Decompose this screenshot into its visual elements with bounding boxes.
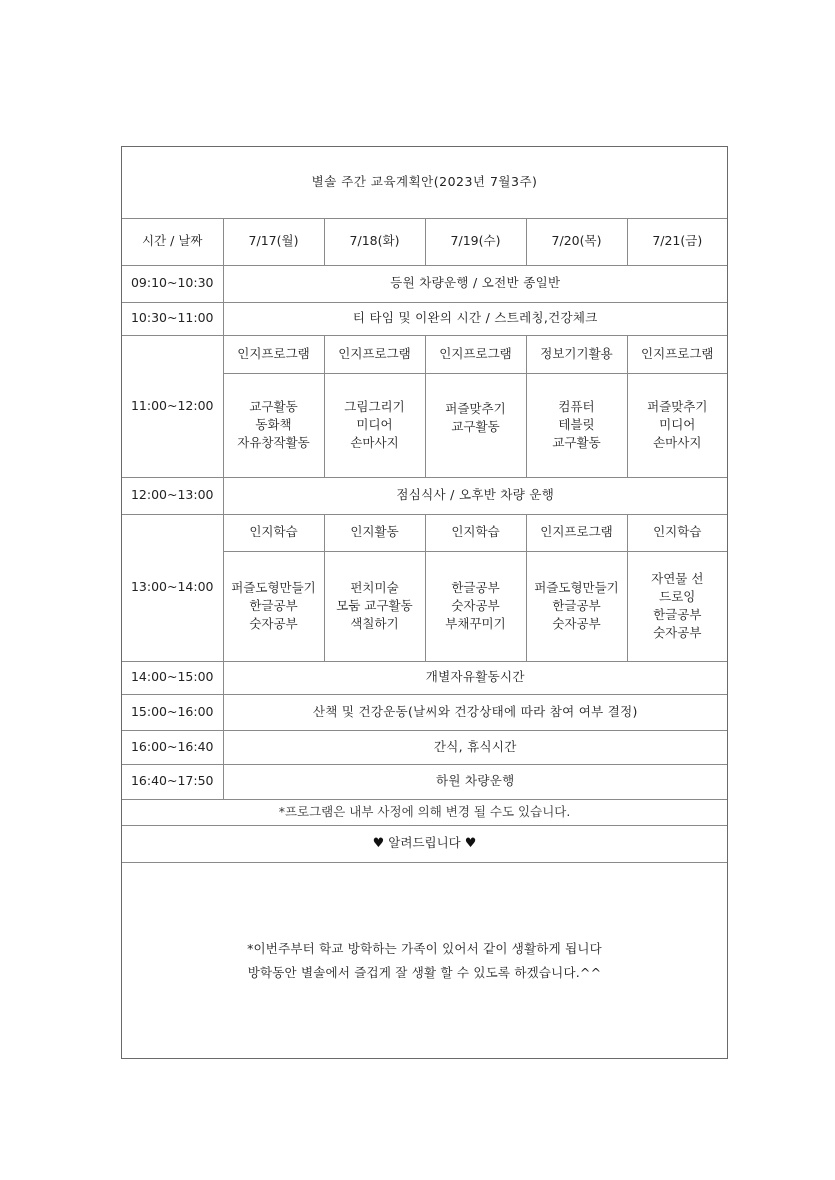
day-header: 7/21(금) — [627, 218, 727, 265]
activity-item: 교구활동 — [451, 418, 500, 434]
program-category: 인지프로그램 — [526, 514, 627, 551]
time-slot: 16:40~17:50 — [122, 764, 223, 799]
activity-item: 퍼즐맞추기 — [445, 400, 506, 416]
change-note: *프로그램은 내부 사정에 의해 변경 될 수도 있습니다. — [122, 799, 727, 825]
program-category: 인지학습 — [627, 514, 727, 551]
program-category: 인지프로그램 — [627, 335, 727, 373]
activity-item: 컴퓨터 — [558, 398, 595, 414]
activity-item: 숫자공부 — [552, 616, 601, 632]
notice-message-line: *이번주부터 학교 방학하는 가족이 있어서 같이 생활하게 됩니다 — [247, 941, 602, 957]
day-header: 7/20(목) — [526, 218, 627, 265]
activity-item: 한글공부 — [653, 607, 702, 622]
notice-heading-text: 알려드립니다 — [388, 834, 461, 850]
activity-item: 자유창작활동 — [237, 435, 310, 451]
page-title: 별솔 주간 교육계획안(2023년 7월3주) — [122, 147, 727, 218]
daily-activity: 간식, 휴식시간 — [223, 730, 727, 764]
activity-cell — [324, 551, 425, 661]
activity-item: 한글공부 — [451, 579, 500, 595]
time-slot: 13:00~14:00 — [122, 514, 223, 661]
notice-heading — [122, 825, 727, 862]
day-header: 7/18(화) — [324, 218, 425, 265]
activity-item: 드로잉 — [659, 588, 696, 604]
activity-item: 교구활동 — [249, 398, 298, 414]
time-date-header: 시간 / 날짜 — [122, 218, 223, 265]
activity-cell — [526, 373, 627, 477]
activity-item: 자연물 선 — [651, 570, 704, 586]
time-slot: 09:10~10:30 — [122, 265, 223, 302]
activity-cell — [526, 551, 627, 661]
activity-item: 교구활동 — [552, 435, 601, 451]
activity-item: 색칠하기 — [350, 616, 399, 632]
time-slot: 10:30~11:00 — [122, 302, 223, 335]
activity-item: 테블릿 — [558, 416, 595, 432]
daily-activity: 등원 차량운행 / 오전반 종일반 — [223, 265, 727, 302]
daily-activity: 산책 및 건강운동(날씨와 건강상태에 따라 참여 여부 결정) — [223, 694, 727, 730]
time-slot: 14:00~15:00 — [122, 661, 223, 694]
heart-icon: ♥ — [372, 835, 385, 851]
program-category: 인지학습 — [223, 514, 324, 551]
activity-item: 모둠 교구활동 — [336, 597, 413, 613]
activity-item: 부채꾸미기 — [445, 616, 506, 632]
program-category: 정보기기활용 — [526, 335, 627, 373]
notice-message — [122, 863, 727, 1058]
program-category: 인지프로그램 — [223, 335, 324, 373]
program-category: 인지활동 — [324, 514, 425, 551]
notice-message-line: 방학동안 별솔에서 즐겁게 잘 생활 할 수 있도록 하겠습니다.^^ — [247, 964, 602, 980]
activity-item: 한글공부 — [249, 597, 298, 613]
activity-item: 손마사지 — [350, 435, 399, 451]
schedule-table — [122, 147, 727, 863]
weekly-plan-sheet — [121, 146, 728, 1059]
activity-cell — [425, 373, 526, 477]
activity-cell — [223, 373, 324, 477]
activity-cell — [627, 551, 727, 661]
program-category: 인지프로그램 — [324, 335, 425, 373]
time-slot: 16:00~16:40 — [122, 730, 223, 764]
activity-cell — [324, 373, 425, 477]
activity-item: 미디어 — [356, 416, 393, 432]
activity-item: 숫자공부 — [653, 625, 702, 641]
program-category: 인지학습 — [425, 514, 526, 551]
activity-item: 숫자공부 — [451, 597, 500, 613]
heart-icon: ♥ — [464, 835, 477, 851]
daily-activity: 점심식사 / 오후반 차량 운행 — [223, 477, 727, 514]
daily-activity: 개별자유활동시간 — [223, 661, 727, 694]
activity-item: 퍼즐도형만들기 — [231, 579, 316, 595]
activity-item: 그림그리기 — [344, 398, 405, 414]
time-slot: 11:00~12:00 — [122, 335, 223, 477]
activity-item: 동화책 — [255, 416, 292, 432]
daily-activity: 티 타임 및 이완의 시간 / 스트레칭,건강체크 — [223, 302, 727, 335]
day-header: 7/17(월) — [223, 218, 324, 265]
activity-item: 숫자공부 — [249, 616, 298, 632]
day-header: 7/19(수) — [425, 218, 526, 265]
daily-activity: 하원 차량운행 — [223, 764, 727, 799]
activity-cell — [425, 551, 526, 661]
time-slot: 12:00~13:00 — [122, 477, 223, 514]
activity-item: 손마사지 — [653, 435, 702, 451]
activity-item: 미디어 — [659, 416, 696, 432]
program-category: 인지프로그램 — [425, 335, 526, 373]
activity-cell — [223, 551, 324, 661]
activity-item: 한글공부 — [552, 597, 601, 613]
activity-item: 퍼즐도형만들기 — [534, 579, 619, 595]
activity-item: 퍼즐맞추기 — [647, 398, 708, 414]
activity-cell — [627, 373, 727, 477]
activity-item: 펀치미술 — [350, 579, 399, 595]
time-slot: 15:00~16:00 — [122, 694, 223, 730]
